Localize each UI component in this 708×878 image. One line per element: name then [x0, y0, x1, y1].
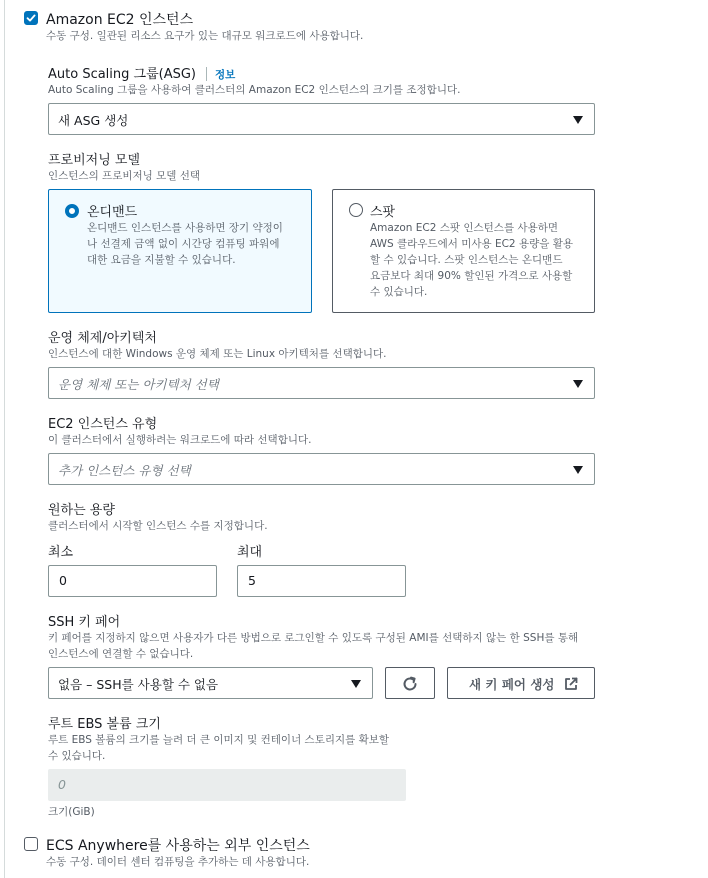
instance-type-placeholder: 추가 인스턴스 유형 선택: [58, 463, 191, 478]
provisioning-desc: 인스턴스의 프로비저닝 모델 선택: [48, 170, 201, 182]
ec2-checkbox[interactable]: [24, 11, 38, 25]
label-divider: [206, 67, 207, 81]
ebs-desc-line: 수 있습니다.: [48, 750, 106, 762]
ssh-label: SSH 키 페어: [48, 615, 121, 630]
spot-desc-line: AWS 클라우드에서 미사용 EC2 용량을 활용: [370, 238, 573, 250]
os-select[interactable]: [48, 367, 595, 399]
on-demand-desc-line: 대한 요금을 지불할 수 있습니다.: [87, 254, 236, 266]
ebs-desc-line: 루트 EBS 볼륨의 크기를 늘려 더 큰 이미지 및 컨테이너 스토리지를 확보할: [48, 734, 390, 746]
ssh-key-select[interactable]: [48, 667, 373, 699]
asg-info-link[interactable]: 정보: [215, 69, 236, 81]
asg-label: Auto Scaling 그룹(ASG): [48, 67, 197, 82]
provisioning-label: 프로비저닝 모델: [48, 153, 141, 168]
external-link-icon: [564, 677, 578, 691]
ssh-desc-line: 인스턴스에 연결할 수 없습니다.: [48, 648, 194, 660]
spot-desc-line: 수 있습니다.: [370, 286, 428, 298]
instance-type-select[interactable]: [48, 453, 595, 485]
ecs-anywhere-title[interactable]: ECS Anywhere를 사용하는 외부 인스턴스: [46, 838, 310, 854]
spot-desc: [370, 220, 590, 300]
on-demand-desc-line: 온디맨드 인스턴스를 사용하면 장기 약정이: [87, 222, 283, 234]
os-desc: 인스턴스에 대한 Windows 운영 체제 또는 Linux 아키텍처를 선택합니다.: [48, 348, 387, 360]
spot-title: 스팟: [370, 205, 396, 220]
os-label: 운영 체제/아키텍처: [48, 331, 157, 346]
ec2-desc: 수동 구성. 일관된 리소스 요구가 있는 대규모 워크로드에 사용합니다.: [46, 30, 364, 42]
create-key-pair-label: 새 키 페어 생성: [469, 677, 555, 692]
spot-desc-line: 할 수 있습니다. 스팟 인스턴스는 온디맨드: [370, 254, 563, 266]
asg-desc: Auto Scaling 그룹을 사용하여 클러스터의 Amazon EC2 인스턴스의 크기를 조정합니다.: [48, 84, 461, 96]
capacity-desc: 클러스터에서 시작할 인스턴스 수를 지정합니다.: [48, 520, 268, 532]
on-demand-desc: [87, 220, 307, 268]
ebs-desc: [48, 732, 428, 764]
ecs-anywhere-desc: 수동 구성. 데이터 센터 컴퓨팅을 추가하는 데 사용합니다.: [46, 856, 310, 868]
on-demand-title: 온디맨드: [87, 205, 138, 220]
capacity-max-label: 최대: [237, 545, 263, 560]
capacity-min-input[interactable]: [48, 565, 217, 597]
asg-label-row: [48, 63, 235, 82]
instance-type-desc: 이 클러스터에서 실행하려는 워크로드에 따라 선택합니다.: [48, 434, 312, 446]
capacity-max-input[interactable]: [237, 565, 406, 597]
ssh-desc: [48, 630, 608, 662]
instance-type-label: EC2 인스턴스 유형: [48, 417, 158, 432]
ebs-size-placeholder: 0: [58, 777, 66, 792]
left-border: [4, 0, 5, 878]
check-icon: [26, 13, 36, 23]
ebs-label: 루트 EBS 볼륨 크기: [48, 717, 161, 732]
create-key-pair-button[interactable]: [447, 667, 595, 699]
on-demand-desc-line: 나 선결제 금액 없이 시간당 컴퓨팅 파워에: [87, 238, 280, 250]
capacity-min-label: 최소: [48, 545, 74, 560]
capacity-label: 원하는 용량: [48, 503, 115, 518]
ssh-key-select-value: 없음 – SSH를 사용할 수 없음: [58, 677, 219, 692]
ebs-unit-label: 크기(GiB): [48, 806, 95, 818]
spot-desc-line: 요금보다 최대 90% 할인된 가격으로 사용할: [370, 270, 573, 282]
spot-radio[interactable]: [349, 203, 363, 217]
on-demand-radio[interactable]: [65, 204, 79, 218]
ssh-desc-line: 키 페어를 지정하지 않으면 사용자가 다른 방법으로 로그인할 수 있도록 구성된 AMI를 선택하지 않는 한 SSH를 통해: [48, 632, 579, 644]
caret-down-icon: [573, 466, 583, 474]
asg-select[interactable]: [48, 103, 595, 135]
ebs-size-input: [48, 769, 406, 801]
caret-down-icon: [351, 680, 361, 688]
ecs-anywhere-checkbox[interactable]: [24, 837, 38, 851]
asg-select-value: 새 ASG 생성: [58, 113, 129, 128]
capacity-min-value: 0: [59, 573, 67, 588]
tile-spot[interactable]: [332, 189, 595, 313]
capacity-max-value: 5: [248, 573, 256, 588]
tile-on-demand[interactable]: [48, 189, 312, 313]
spot-desc-line: Amazon EC2 스팟 인스턴스를 사용하면: [370, 222, 559, 234]
ec2-title[interactable]: Amazon EC2 인스턴스: [46, 12, 194, 28]
refresh-icon: [401, 675, 419, 693]
caret-down-icon: [573, 116, 583, 124]
os-select-placeholder: 운영 체제 또는 아키텍처 선택: [58, 377, 219, 392]
caret-down-icon: [573, 380, 583, 388]
refresh-button[interactable]: [385, 667, 435, 699]
